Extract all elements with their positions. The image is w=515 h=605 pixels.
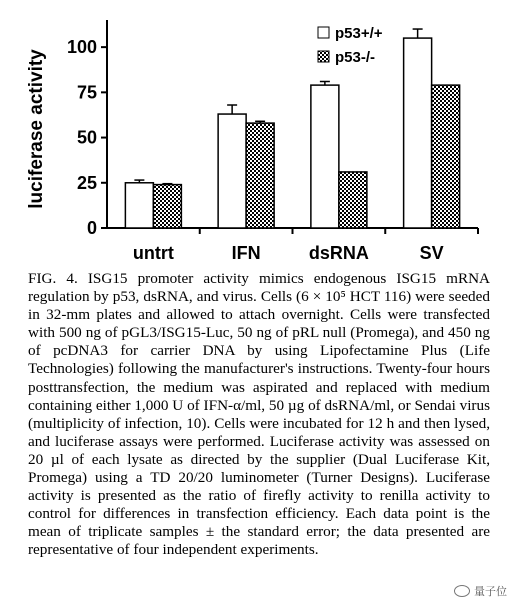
y-tick-label: 25: [76, 172, 97, 193]
figure-caption: [28, 270, 490, 560]
y-tick-label: 75: [76, 82, 97, 103]
y-tick-label: 50: [76, 127, 97, 148]
y-tick-label: 100: [66, 37, 97, 58]
watermark-text: 量子位: [474, 585, 507, 598]
bar: [404, 38, 432, 228]
bar: [339, 172, 367, 228]
legend-swatch: [318, 51, 329, 62]
y-tick-label: 0: [86, 218, 97, 238]
watermark: [454, 583, 507, 599]
caption-text: ISG15 promoter activity mimics endogenous ISG15 mRNA regulation by p53, dsRNA, and virus. Cells (6 × 10⁵ HCT 116) were seeded in 32-mm plates and allowed to attach overnight. Cells were transfected with 500 ng of pGL3/ISG15-Luc, 50 ng of pRL null (Promega), and 450 ng of pcDNA3 for carrier DNA by using Lipofectamine Plus (Life Technologies) following the manufacturer's instructions. Twenty-four hours posttransfection, the medium was aspirated and replaced with medium containing either 1,000 U of IFN-α/ml, 50 µg of dsRNA/ml, or Sendai virus (multiplicity of infection, 10). Cells were incubated for 12 h and then lysed, and luciferase assays were performed. Luciferase activity was assessed on 20 µl of each lysate as directed by the supplier (Dual Luciferase Kit, Promega) using a TD 20/20 luminometer (Turner Designs). Luciferase activity is presented as the ratio of firefly activity to renilla activity to control for differences in transfection efficiency. Each data point is the mean of triplicate samples ± the standard error; the data presented are representative of four independent experiments.: [28, 270, 491, 559]
category-label: SV: [419, 243, 444, 263]
bar: [311, 85, 339, 228]
plot-area: [67, 20, 478, 263]
figure-label: FIG. 4.: [28, 270, 78, 287]
category-label: dsRNA: [308, 243, 369, 263]
category-label: untrt: [132, 243, 174, 263]
bar: [246, 123, 274, 228]
bar: [125, 183, 153, 228]
bar-chart: [0, 0, 515, 268]
bar: [432, 85, 460, 228]
legend-label: p53-/-: [335, 49, 376, 66]
wechat-icon: [454, 585, 470, 597]
category-label: IFN: [231, 243, 261, 263]
y-axis-label: luciferase activity: [26, 49, 47, 209]
legend-swatch: [318, 27, 329, 38]
bar: [218, 114, 246, 228]
bar: [153, 185, 181, 228]
legend-label: p53+/+: [335, 25, 383, 42]
legend: [318, 25, 383, 66]
